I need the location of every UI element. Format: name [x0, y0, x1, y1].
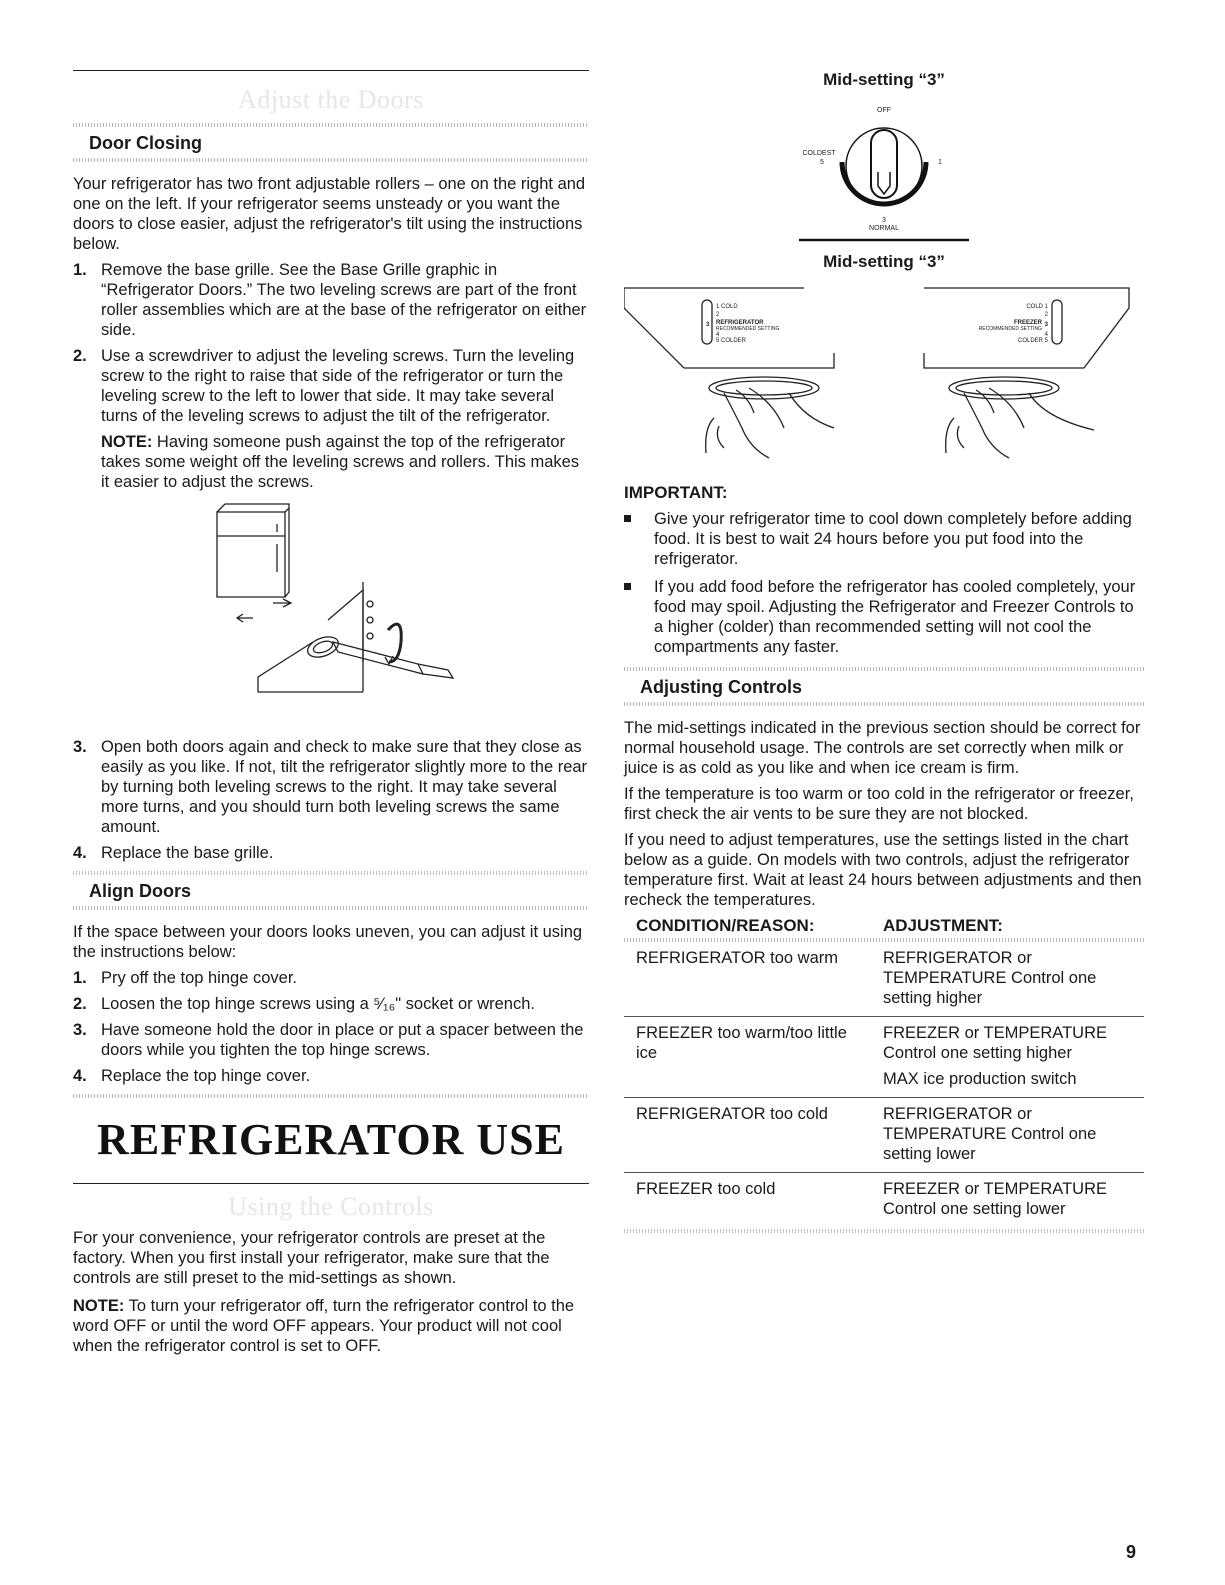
top-rule	[73, 70, 589, 71]
svg-text:5: 5	[820, 159, 824, 166]
door-closing-steps	[73, 260, 589, 492]
figure-label-dial: Mid-setting “3”	[823, 70, 945, 89]
align-doors-intro: If the space between your doors looks uneven, you can adjust it using the instructions below:	[73, 923, 583, 961]
adjusting-paragraph: If you need to adjust temperatures, use the settings listed in the chart below as a guide. On models with two controls, adjust the refrigerator temperature first. Wait at least 24 hours between adjustments and then recheck the temperatures.	[624, 831, 1142, 909]
hatch-divider	[624, 1229, 1144, 1233]
svg-text:COLDER 5: COLDER 5	[1017, 338, 1048, 344]
column-header-adjustment: ADJUSTMENT:	[883, 916, 1003, 935]
list-item: 1. Remove the base grille. See the Base Grille graphic in “Refrigerator Doors.” The two leveling screws are part of the front roller assemblies which are at the base of the refrigerator on either side.	[73, 261, 587, 339]
svg-text:1: 1	[938, 159, 942, 166]
hatch-divider	[73, 123, 589, 127]
svg-text:3: 3	[706, 322, 710, 328]
svg-text:5 COLDER: 5 COLDER	[716, 338, 747, 344]
list-item: 2. Use a screwdriver to adjust the leveling screws. Turn the leveling screw to the right to raise that side of the refrigerator or turn the leveling screw to the left to lower that side. It may take several turns of the leveling screws to adjust the tilt of the refrigerator. NOTE: Having someone push against the top of the refrigerator takes some weight off the leveling screws and rollers. This makes it easier to adjust the screws.	[73, 346, 589, 492]
door-closing-steps-continued	[73, 737, 589, 863]
important-label: IMPORTANT:	[624, 483, 728, 502]
heading-adjusting-controls: Adjusting Controls	[640, 677, 802, 697]
svg-text:4: 4	[716, 332, 720, 338]
hatch-divider	[624, 702, 1144, 706]
adjustment-table	[624, 916, 1144, 1227]
table-row: REFRIGERATOR too warm REFRIGERATOR or TEMPERATURE Control one setting higher	[624, 942, 1144, 1017]
svg-text:4: 4	[1044, 332, 1048, 338]
table-row: FREEZER too cold FREEZER or TEMPERATURE Control one setting lower	[636, 1180, 1107, 1218]
adjusting-paragraph: If the temperature is too warm or too cold in the refrigerator or freezer, first check the air vents to be sure they are not blocked.	[624, 785, 1134, 823]
svg-text:COLD 1: COLD 1	[1026, 304, 1048, 310]
table-row: FREEZER too warm/too little ice FREEZER or TEMPERATURE Control one setting higher MAX ice production switch	[624, 1017, 1144, 1098]
bullet-square-icon	[624, 583, 631, 590]
list-item: 2. Loosen the top hinge screws using a ⁵⁄₁₆" socket or wrench.	[73, 995, 535, 1013]
svg-text:RECOMMENDED SETTING: RECOMMENDED SETTING	[716, 326, 780, 332]
list-item: If you add food before the refrigerator has cooled completely, your food may spoil. Adjusting the Refrigerator and Freezer Controls to a higher (colder) than recommended setting will not cool the compartments any faster.	[624, 577, 1144, 657]
table-header-row	[624, 916, 1144, 938]
figure-label-panels: Mid-setting “3”	[823, 252, 945, 271]
table-row: REFRIGERATOR too cold REFRIGERATOR or TEMPERATURE Control one setting lower	[624, 1098, 1144, 1173]
list-item: 4. Replace the top hinge cover.	[73, 1067, 311, 1085]
important-bullets	[624, 509, 1144, 657]
right-column	[624, 70, 1144, 1233]
hatch-divider	[73, 158, 589, 162]
list-item: 4. Replace the base grille.	[73, 844, 274, 862]
hatch-divider	[73, 906, 589, 910]
leveling-note: NOTE: Having someone push against the top of the refrigerator takes some weight off the leveling screws and rollers. This makes it easier to adjust the screws.	[101, 433, 580, 491]
list-item: 3. Open both doors again and check to make sure that they close as easily as you like. If not, tilt the refrigerator slightly more to the rear by turning both leveling screws to the right. It may take several more turns, and you should turn both leveling screws the same amount.	[73, 738, 588, 836]
leveling-screw-illustration	[203, 502, 503, 727]
svg-text:OFF: OFF	[877, 107, 891, 114]
svg-text:2: 2	[716, 312, 720, 318]
heading-align-doors: Align Doors	[89, 881, 191, 901]
section-rule	[73, 1183, 589, 1184]
section-title-using-controls: Using the Controls	[228, 1192, 434, 1221]
svg-text:REFRIGERATOR: REFRIGERATOR	[716, 320, 764, 326]
list-item: Give your refrigerator time to cool down completely before adding food. It is best to wait 24 hours before you put food into the refrigerator.	[624, 509, 1144, 569]
svg-text:1 COLD: 1 COLD	[716, 304, 738, 310]
bullet-square-icon	[624, 515, 631, 522]
page-title-refrigerator-use: REFRIGERATOR USE	[97, 1115, 565, 1164]
svg-text:NORMAL: NORMAL	[869, 225, 899, 232]
controls-intro: For your convenience, your refrigerator controls are preset at the factory. When you first install your refrigerator, make sure that the controls are still preset to the mid-settings as shown.	[73, 1229, 550, 1287]
hatch-divider	[624, 667, 1144, 671]
heading-door-closing: Door Closing	[89, 133, 202, 153]
adjusting-paragraph: The mid-settings indicated in the previous section should be correct for normal household usage. The controls are set correctly when milk or juice is as cold as you like and when ice cream is firm.	[624, 719, 1141, 777]
slider-controls-illustration	[624, 278, 1144, 473]
list-item: 1. Pry off the top hinge cover.	[73, 969, 297, 987]
hatch-divider	[73, 1094, 589, 1098]
hatch-divider	[73, 871, 589, 875]
controls-note: NOTE: To turn your refrigerator off, turn the refrigerator control to the word OFF or until the word OFF appears. Your product will not cool when the refrigerator control is set to OFF.	[73, 1297, 575, 1355]
list-item: 3. Have someone hold the door in place or put a spacer between the doors while you tighten the top hinge screws.	[73, 1021, 584, 1059]
door-closing-intro: Your refrigerator has two front adjustable rollers – one on the right and one on the left. If your refrigerator seems unsteady or you want the doors to close easier, adjust the refrigerator's tilt using the instructions below.	[73, 175, 586, 253]
page-number: 9	[1126, 1542, 1137, 1562]
svg-text:3: 3	[1044, 322, 1048, 328]
dial-control-illustration	[624, 94, 1144, 244]
column-header-condition: CONDITION/REASON:	[636, 916, 815, 935]
align-doors-steps	[73, 968, 589, 1086]
svg-text:RECOMMENDED SETTING: RECOMMENDED SETTING	[978, 326, 1042, 332]
svg-text:COLDEST: COLDEST	[802, 150, 836, 157]
svg-text:3: 3	[882, 217, 886, 224]
section-title-adjust-doors: Adjust the Doors	[238, 85, 424, 114]
svg-text:FREEZER: FREEZER	[1013, 320, 1042, 326]
svg-text:2: 2	[1044, 312, 1048, 318]
left-column	[73, 70, 589, 1356]
